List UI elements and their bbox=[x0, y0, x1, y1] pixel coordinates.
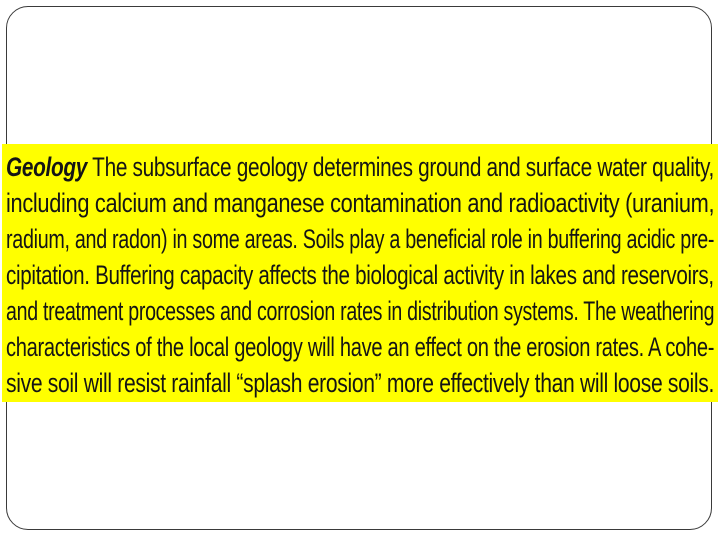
excerpt-line-7: sive soil will resist rainfall “splash erosion” more effectively than will loose soils. bbox=[6, 368, 715, 398]
excerpt-line-4: cipitation. Buffering capacity affects the biological activity in lakes and reservoirs, bbox=[6, 260, 714, 290]
term-geology: Geology bbox=[6, 152, 88, 182]
excerpt-line-1-text: The subsurface geology determines ground and surface water quality, bbox=[92, 152, 715, 182]
excerpt-line-1 bbox=[6, 150, 714, 184]
excerpt-line-6: characteristics of the local geology will have an effect on the erosion rates. A cohe- bbox=[6, 332, 715, 362]
highlighted-excerpt bbox=[2, 144, 718, 402]
excerpt-line-2: including calcium and manganese contamination and radioactivity (uranium, bbox=[6, 188, 715, 218]
excerpt-line-5: and treatment processes and corrosion rates in distribution systems. The weathering bbox=[6, 296, 715, 326]
excerpt-line-3: radium, and radon) in some areas. Soils play a beneficial role in buffering acidic pre- bbox=[6, 224, 715, 254]
